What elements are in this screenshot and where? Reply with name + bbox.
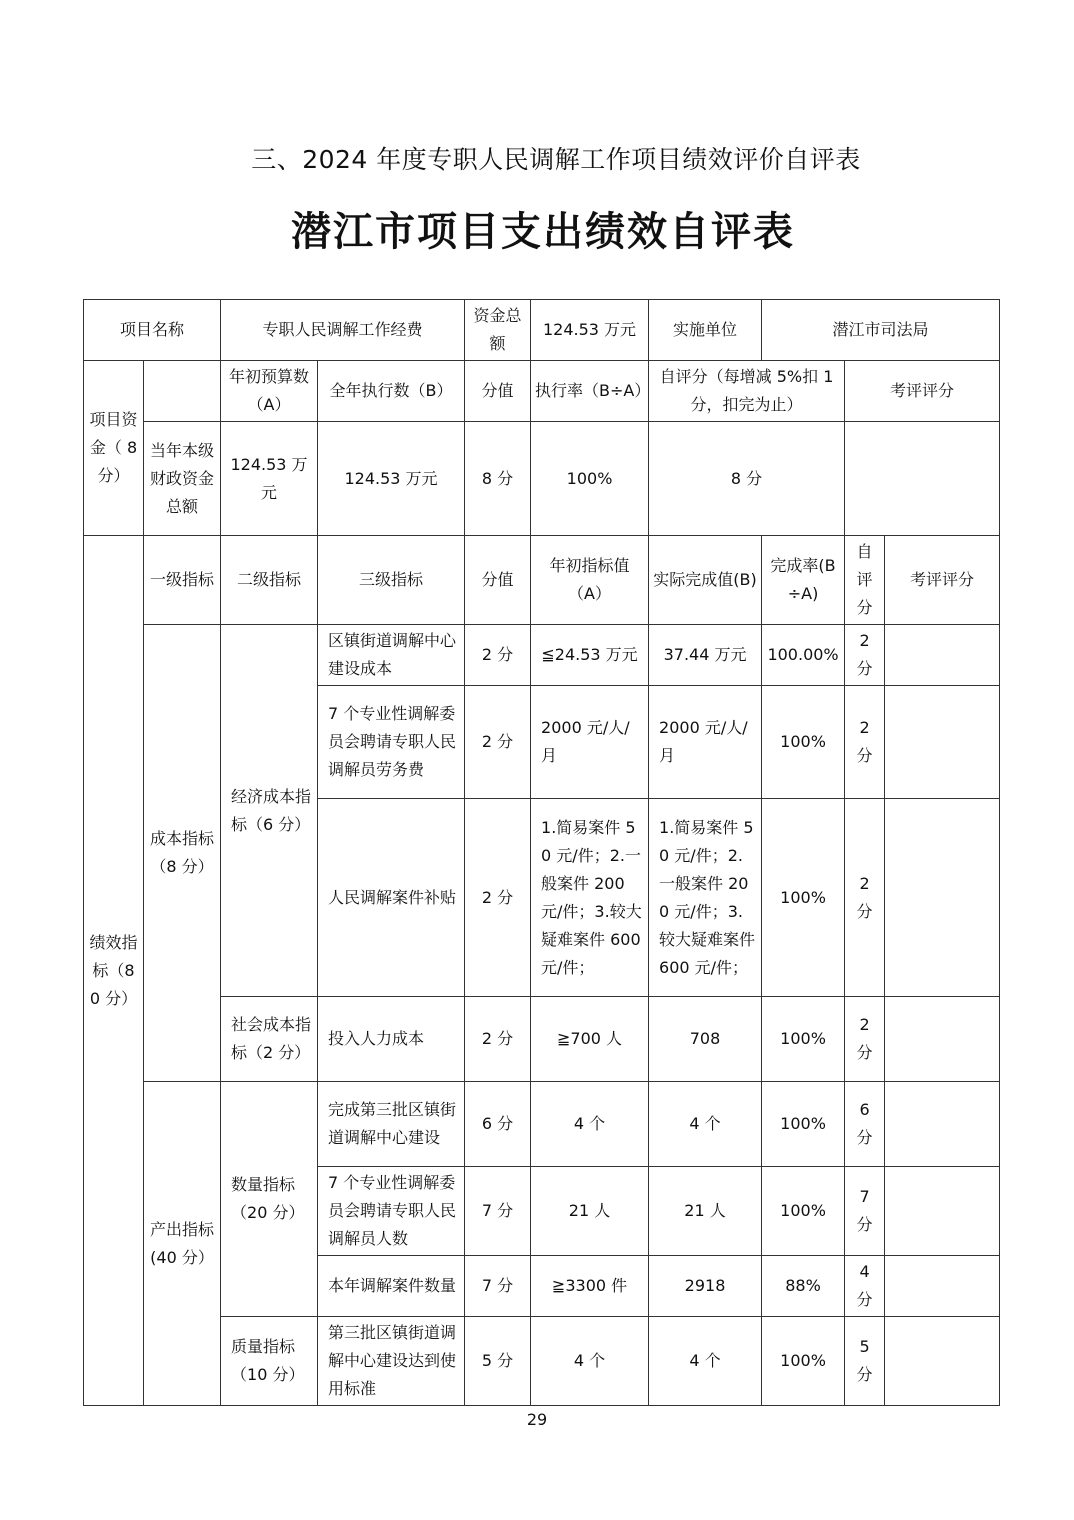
score-header: 分值 (465, 536, 531, 625)
indicator-rate: 100% (762, 686, 845, 799)
level3-header: 三级指标 (318, 536, 465, 625)
indicator-self-score: 2 分 (845, 686, 885, 799)
table-row (84, 1082, 1000, 1167)
funds-empty-cell (144, 361, 221, 422)
indicator-target: ≧700 人 (531, 997, 649, 1082)
actual-header: 实际完成值(B) (649, 536, 762, 625)
indicator-rate: 100% (762, 1167, 845, 1256)
budget-value: 124.53 万元 (221, 422, 318, 536)
implementer: 潜江市司法局 (762, 300, 1000, 361)
qual-indicator-label: 质量指标（10 分） (221, 1317, 318, 1406)
indicator-rate: 100% (762, 1317, 845, 1406)
indicator-score: 6 分 (465, 1082, 531, 1167)
indicator-self-score: 2 分 (845, 625, 885, 686)
indicator-score: 2 分 (465, 997, 531, 1082)
indicator-actual: 37.44 万元 (649, 625, 762, 686)
table-row (84, 625, 1000, 686)
indicator-actual: 21 人 (649, 1167, 762, 1256)
budget-label: 年初预算数（A） (221, 361, 318, 422)
indicator-name: 7 个专业性调解委员会聘请专职人民调解员人数 (318, 1167, 465, 1256)
exec-rate-label: 执行率（B÷A） (531, 361, 649, 422)
funds-score: 8 分 (465, 422, 531, 536)
indicator-actual: 4 个 (649, 1082, 762, 1167)
econ-indicator-label: 经济成本指标（6 分） (221, 625, 318, 997)
indicator-self-score: 2 分 (845, 997, 885, 1082)
indicator-score: 7 分 (465, 1256, 531, 1317)
funds-review-score (845, 422, 1000, 536)
level1-header: 一级指标 (144, 536, 221, 625)
page-title: 潜江市项目支出绩效自评表 (291, 208, 795, 255)
indicator-rate: 88% (762, 1256, 845, 1317)
review-header: 考评评分 (885, 536, 1000, 625)
indicator-actual: 708 (649, 997, 762, 1082)
indicator-name: 7 个专业性调解委员会聘请专职人民调解员劳务费 (318, 686, 465, 799)
indicator-review (885, 625, 1000, 686)
perf-section-label: 绩效指标（80 分） (84, 536, 144, 1406)
indicator-self-score: 2 分 (845, 799, 885, 997)
implementer-label: 实施单位 (649, 300, 762, 361)
indicator-self-score: 4 分 (845, 1256, 885, 1317)
exec-label: 全年执行数（B） (318, 361, 465, 422)
indicator-name: 本年调解案件数量 (318, 1256, 465, 1317)
indicator-rate: 100% (762, 1082, 845, 1167)
indicator-target: 4 个 (531, 1082, 649, 1167)
target-header: 年初指标值（A） (531, 536, 649, 625)
self-evaluation-table (83, 299, 1000, 1406)
indicator-target: 1.简易案件 50 元/件；2.一般案件 200 元/件；3.较大疑难案件 600 元/件； (531, 799, 649, 997)
indicator-name: 人民调解案件补贴 (318, 799, 465, 997)
indicator-score: 2 分 (465, 799, 531, 997)
cost-indicator-label: 成本指标（8 分） (144, 625, 221, 1082)
project-name: 专职人民调解工作经费 (221, 300, 465, 361)
indicator-review (885, 1082, 1000, 1167)
level2-header: 二级指标 (221, 536, 318, 625)
indicator-target: 21 人 (531, 1167, 649, 1256)
indicator-rate: 100.00% (762, 625, 845, 686)
output-indicator-label: 产出指标(40 分） (144, 1082, 221, 1406)
indicator-target: ≧3300 件 (531, 1256, 649, 1317)
indicator-name: 完成第三批区镇街道调解中心建设 (318, 1082, 465, 1167)
indicator-target: 4 个 (531, 1317, 649, 1406)
indicator-self-score: 7 分 (845, 1167, 885, 1256)
indicator-score: 7 分 (465, 1167, 531, 1256)
header-row (84, 300, 1000, 361)
indicator-self-score: 5 分 (845, 1317, 885, 1406)
indicator-actual: 2918 (649, 1256, 762, 1317)
funds-header-row (84, 361, 1000, 422)
total-funds-label: 资金总额 (465, 300, 531, 361)
indicator-name: 投入人力成本 (318, 997, 465, 1082)
exec-value: 124.53 万元 (318, 422, 465, 536)
indicator-review (885, 799, 1000, 997)
indicator-score: 2 分 (465, 686, 531, 799)
indicator-score: 2 分 (465, 625, 531, 686)
indicator-score: 5 分 (465, 1317, 531, 1406)
qty-indicator-label: 数量指标（20 分） (221, 1082, 318, 1317)
table-row (84, 1317, 1000, 1406)
indicator-rate: 100% (762, 997, 845, 1082)
indicator-actual: 1.简易案件 50 元/件；2.一般案件 200 元/件；3.较大疑难案件 600 元/件； (649, 799, 762, 997)
indicator-review (885, 1317, 1000, 1406)
indicator-self-score: 6 分 (845, 1082, 885, 1167)
funds-data-row (84, 422, 1000, 536)
funds-review-label: 考评评分 (845, 361, 1000, 422)
self-header: 自评分 (845, 536, 885, 625)
indicator-target: 2000 元/人/月 (531, 686, 649, 799)
project-name-label: 项目名称 (84, 300, 221, 361)
indicator-review (885, 686, 1000, 799)
funds-self-label: 自评分（每增减 5%扣 1 分，扣完为止） (649, 361, 845, 422)
funds-row-label: 当年本级财政资金总额 (144, 422, 221, 536)
indicator-review (885, 1167, 1000, 1256)
rate-header: 完成率(B÷A) (762, 536, 845, 625)
funds-score-label: 分值 (465, 361, 531, 422)
indicator-actual: 2000 元/人/月 (649, 686, 762, 799)
funds-self-score: 8 分 (649, 422, 845, 536)
indicator-name: 第三批区镇街道调解中心建设达到使用标准 (318, 1317, 465, 1406)
page-subtitle: 三、2024 年度专职人民调解工作项目绩效评价自评表 (251, 145, 861, 174)
indicator-rate: 100% (762, 799, 845, 997)
perf-header-row (84, 536, 1000, 625)
social-indicator-label: 社会成本指标（2 分） (221, 997, 318, 1082)
table-row (84, 997, 1000, 1082)
indicator-review (885, 1256, 1000, 1317)
total-funds: 124.53 万元 (531, 300, 649, 361)
exec-rate: 100% (531, 422, 649, 536)
page-number: 29 (526, 1410, 548, 1429)
indicator-name: 区镇街道调解中心建设成本 (318, 625, 465, 686)
indicator-actual: 4 个 (649, 1317, 762, 1406)
indicator-review (885, 997, 1000, 1082)
indicator-target: ≦24.53 万元 (531, 625, 649, 686)
funds-section-label: 项目资金（ 8 分） (84, 361, 144, 536)
